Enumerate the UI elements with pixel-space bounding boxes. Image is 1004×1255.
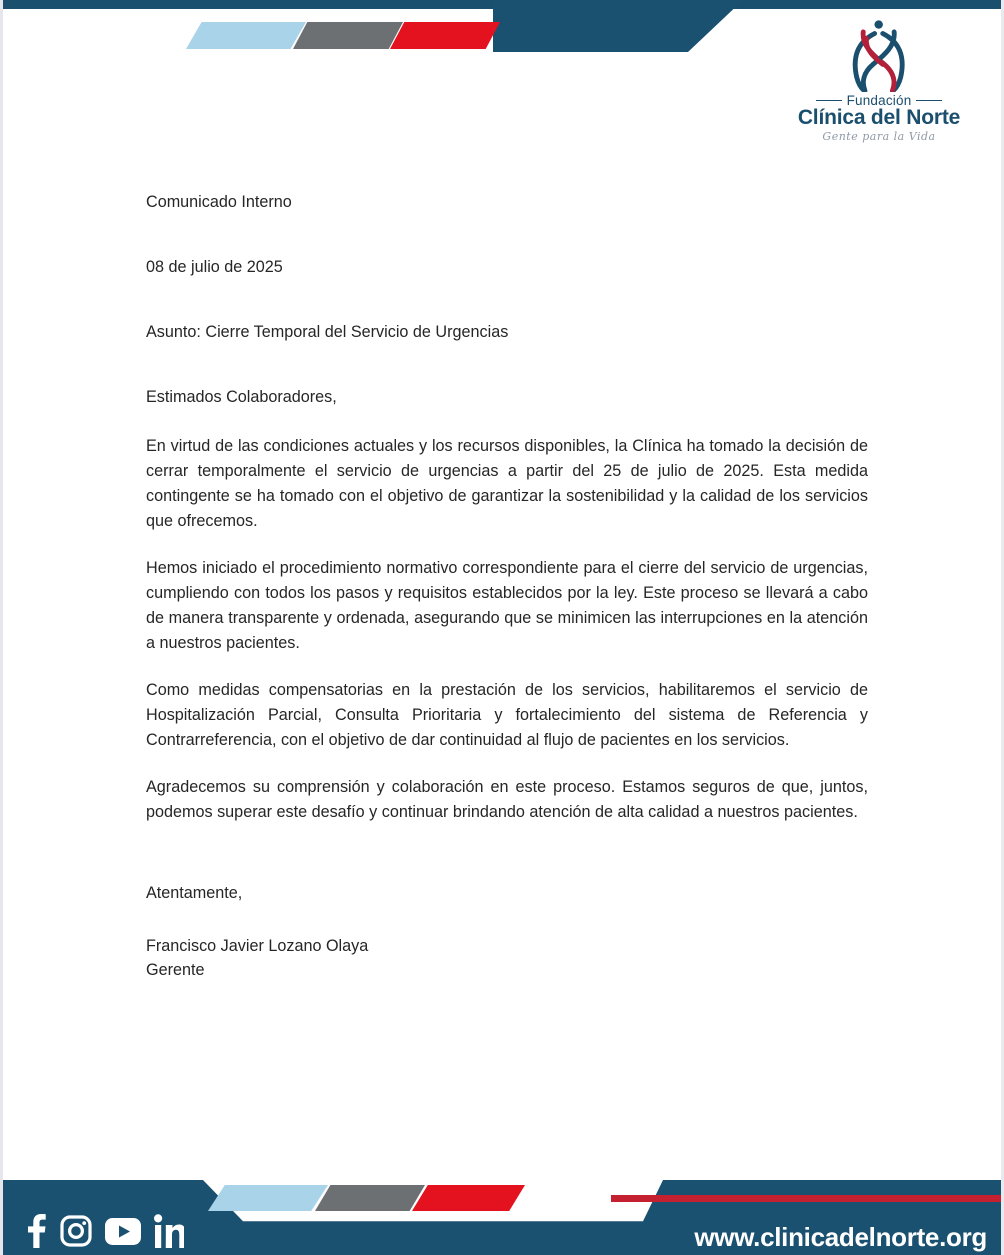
signer-role: Gerente xyxy=(146,961,205,979)
doc-subject: Asunto: Cierre Temporal del Servicio de Urgencias xyxy=(146,323,509,341)
youtube-icon[interactable] xyxy=(105,1218,141,1245)
doc-paragraph: Agradecemos su comprensión y colaboración en este proceso. Estamos seguros de que, juntos, podemos superar este desafío y continuar brindando atención de alta calidad a nuestros pacientes. xyxy=(146,778,868,821)
footer-stripe-gray xyxy=(315,1185,425,1211)
footer-stripe-red xyxy=(412,1185,525,1211)
logo-fundacion-label: Fundación xyxy=(846,93,912,108)
document-body xyxy=(146,190,868,982)
footer-banner xyxy=(3,1167,1004,1255)
linkedin-icon[interactable] xyxy=(154,1214,184,1248)
doc-type: Comunicado Interno xyxy=(146,193,292,211)
doc-greeting: Estimados Colaboradores, xyxy=(146,388,337,406)
footer-website[interactable]: www.clinicadelnorte.org xyxy=(694,1222,987,1252)
header-stripe-lightblue xyxy=(186,22,306,49)
brand-logo xyxy=(789,14,969,143)
doc-paragraph: Como medidas compensatorias en la prestación de los servicios, habilitaremos el servicio de Hospitalización Parcial, Consulta Prioritaria y fortalecimiento del sistema de Referencia y Contrarreferencia, con el objetivo de dar continuidad al flujo de pacientes en los servicios. xyxy=(146,681,868,749)
logo-rule-right xyxy=(916,100,942,102)
header-stripe-gray xyxy=(293,22,403,49)
logo-figure-icon xyxy=(834,14,923,92)
header-blue-shape xyxy=(493,0,743,52)
doc-paragraph: Hemos iniciado el procedimiento normativo correspondiente para el cierre del servicio de urgencias, cumpliendo con todos los pasos y requisitos establecidos por la ley. Este proceso se llevará a cabo de manera transparente y ordenada, asegurando que se minimicen las interrupciones en la atención a nuestros pacientes. xyxy=(146,559,868,652)
footer-red-rule xyxy=(611,1195,1001,1202)
instagram-icon[interactable] xyxy=(60,1215,92,1247)
facebook-icon[interactable] xyxy=(25,1214,47,1248)
footer-stripe-lightblue xyxy=(208,1185,328,1211)
social-links xyxy=(25,1214,184,1248)
doc-date: 08 de julio de 2025 xyxy=(146,258,283,276)
logo-brand-name: Clínica del Norte xyxy=(797,106,961,129)
logo-tagline: Gente para la Vida xyxy=(822,130,936,144)
header-stripe-red xyxy=(390,22,500,49)
signer-name: Francisco Javier Lozano Olaya xyxy=(146,937,369,955)
doc-paragraph: En virtud de las condiciones actuales y los recursos disponibles, la Clínica ha tomado la decisión de cerrar temporalmente el servicio de urgencias a partir del 25 de julio de 2025. Esta medida contingente se ha tomado con el objetivo de garantizar la sostenibilidad y la calidad de los servicios que ofrecemos. xyxy=(146,437,868,530)
logo-rule-left xyxy=(816,100,842,102)
doc-closing: Atentamente, xyxy=(146,884,243,902)
